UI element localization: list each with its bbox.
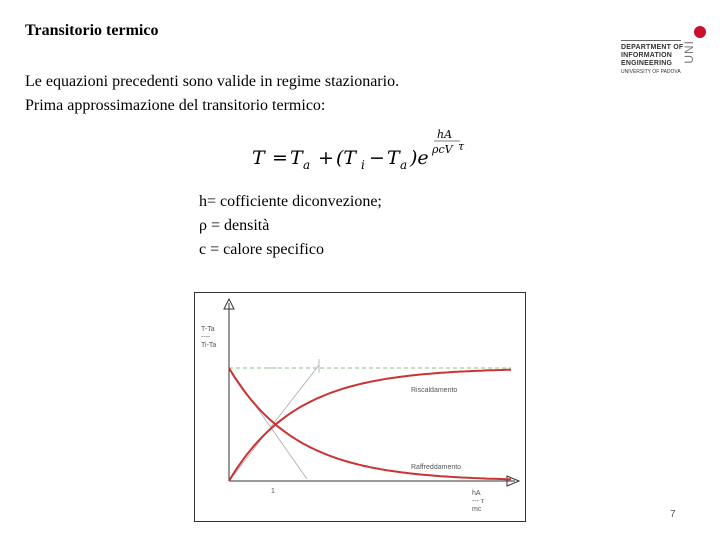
- definitions-list: [199, 190, 382, 262]
- university-logo: [615, 24, 705, 80]
- y-label-top: T-Ta: [201, 326, 215, 333]
- intro-paragraph: [25, 70, 399, 118]
- eq-plus: +: [318, 147, 334, 169]
- cooling-curve: [229, 368, 511, 479]
- eq-term3: T: [387, 147, 400, 169]
- paragraph-line-1: Le equazioni precedenti sono valide in regime stazionario.: [25, 73, 400, 90]
- definition-c: c = calore specifico: [199, 241, 324, 258]
- eq-exp-num: hA: [437, 128, 453, 141]
- eq-sub-a2: a: [400, 158, 408, 172]
- x-tick-label: 1: [271, 488, 275, 495]
- logo-red-dot: [694, 26, 706, 38]
- eq-sub-a: a: [303, 158, 311, 172]
- eq-paren-close: )e: [410, 147, 429, 169]
- eq-term1: T: [290, 147, 303, 169]
- series-label-heating: Riscaldamento: [411, 387, 458, 394]
- eq-equals: =: [272, 147, 288, 169]
- logo-rule: [621, 40, 681, 41]
- eq-exp-den: ρcV: [432, 143, 453, 156]
- logo-text: [621, 44, 683, 76]
- page-number: 7: [670, 509, 676, 520]
- series-label-cooling: Raffreddamento: [411, 464, 462, 471]
- definition-h: h= cofficiente diconvezione;: [199, 193, 382, 210]
- x-label-mid: --- τ: [472, 498, 484, 505]
- paragraph-line-2: Prima approssimazione del transitorio termico:: [25, 97, 326, 114]
- heating-curve: [229, 370, 511, 481]
- y-label-bottom: Ti-Ta: [201, 342, 217, 349]
- definition-rho: ρ = densità: [199, 217, 270, 234]
- eq-paren-open: (T: [336, 147, 357, 169]
- logo-line-4: UNIVERSITY OF PADOVA: [621, 69, 681, 75]
- logo-line-2: INFORMATION: [621, 52, 673, 59]
- logo-vertical-mark: UNI: [682, 40, 696, 64]
- transient-graph: [194, 292, 526, 522]
- logo-line-3: ENGINEERING: [621, 60, 673, 67]
- x-label-top: hA: [472, 490, 481, 497]
- eq-lhs: T: [252, 147, 265, 169]
- x-label-bottom: mc: [472, 506, 482, 513]
- eq-minus: −: [369, 147, 385, 169]
- eq-sub-i: i: [361, 158, 365, 172]
- logo-line-1: DEPARTMENT OF: [621, 44, 684, 51]
- eq-exp-tau: τ: [458, 140, 465, 153]
- transient-equation: [248, 126, 478, 176]
- chart-svg: [195, 293, 525, 521]
- y-label-div: ----: [201, 334, 211, 341]
- slide-title: Transitorio termico: [25, 22, 159, 39]
